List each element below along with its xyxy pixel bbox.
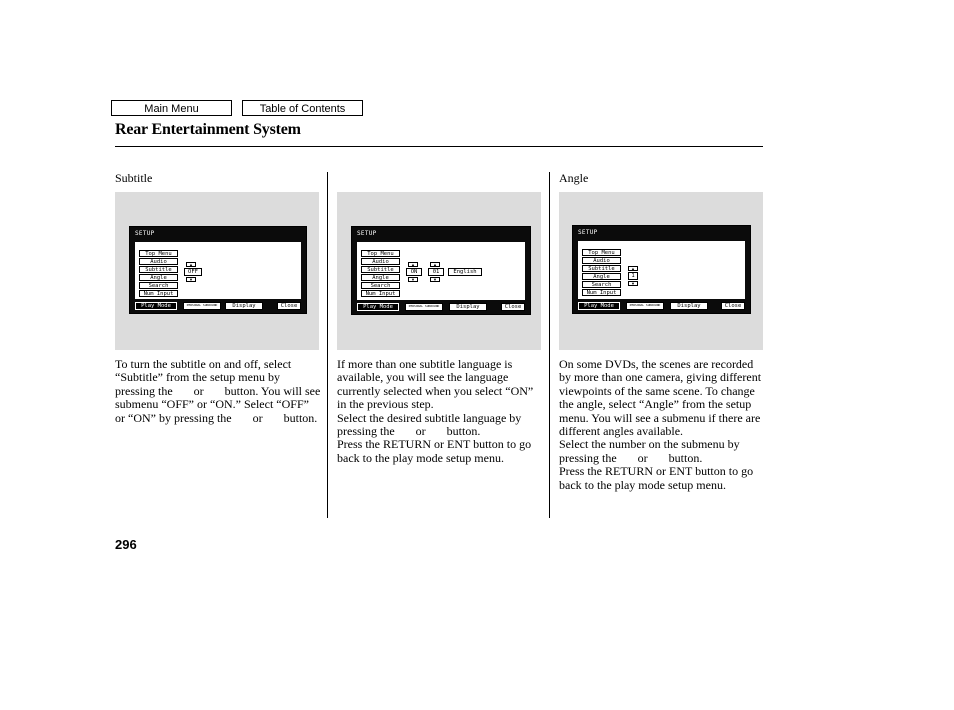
language-instructions	[337, 358, 541, 465]
arrow-up-icon: ▲	[408, 262, 418, 267]
arrow-down-icon: ▼	[186, 277, 196, 282]
main-menu-button[interactable]: Main Menu	[111, 100, 232, 116]
screen-footer	[578, 301, 745, 311]
arrow-down-icon: ▼	[628, 281, 638, 286]
play-mode-button: Play Mode	[578, 302, 620, 310]
angle-caption: Angle	[559, 171, 589, 185]
screen-body	[357, 242, 525, 300]
menu-item-top-menu: Top Menu	[139, 250, 178, 257]
menu-item-search: Search	[361, 282, 400, 289]
paragraph: Press the RETURN or ENT button to go back to the play mode setup menu.	[337, 437, 532, 465]
paragraph: If more than one subtitle language is available, you will see the language currently selected when you select “ON” in the previous step.	[337, 357, 534, 412]
personal-surround-button: PERSONAL SURROUND	[626, 302, 664, 310]
personal-surround-button: PERSONAL SURROUND	[183, 302, 221, 310]
angle-instructions	[559, 358, 763, 492]
screen-footer	[357, 302, 525, 312]
arrow-up-icon: ▲	[186, 262, 196, 267]
paragraph: Select the desired subtitle language by pressing the or button.	[337, 410, 522, 439]
subtitle-caption: Subtitle	[115, 171, 153, 185]
setup-screen	[351, 226, 531, 315]
setup-screen	[129, 226, 307, 314]
subtitle-value: OFF	[184, 268, 202, 276]
arrow-up-icon: ▲	[628, 266, 638, 271]
screen-panel	[337, 192, 541, 350]
menu-item-num-input: Num Input	[139, 290, 178, 297]
close-button: Close	[721, 302, 745, 310]
screen-panel	[559, 192, 763, 350]
play-mode-button: Play Mode	[357, 303, 399, 311]
personal-surround-button: PERSONAL SURROUND	[405, 303, 443, 311]
column-divider	[549, 172, 550, 518]
menu-item-angle: Angle	[361, 274, 400, 281]
display-button: Display	[449, 303, 487, 311]
display-button: Display	[225, 302, 263, 310]
page-title: Rear Entertainment System	[115, 121, 301, 138]
arrow-up-icon: ▲	[430, 262, 440, 267]
screen-body	[578, 241, 745, 299]
language-number: 01	[428, 268, 444, 276]
close-button: Close	[501, 303, 525, 311]
menu-item-angle: Angle	[582, 273, 621, 280]
arrow-down-icon: ▼	[408, 277, 418, 282]
column-divider	[327, 172, 328, 518]
paragraph: To turn the subtitle on and off, select “Subtitle” from the setup menu by pressing the or button. You will see submenu “OFF” or “ON.” Select “OFF” or “ON” by pressing the or button.	[115, 357, 321, 425]
menu-item-top-menu: Top Menu	[582, 249, 621, 256]
table-of-contents-button[interactable]: Table of Contents	[242, 100, 363, 116]
screen-footer	[135, 301, 301, 311]
subtitle-value: ON	[406, 268, 422, 276]
paragraph: Select the number on the submenu by pressing the or button.	[559, 437, 740, 465]
menu-item-audio: Audio	[582, 257, 621, 264]
menu-item-search: Search	[582, 281, 621, 288]
menu-item-subtitle: Subtitle	[139, 266, 178, 273]
menu-item-search: Search	[139, 282, 178, 289]
menu-item-subtitle: Subtitle	[361, 266, 400, 273]
paragraph: On some DVDs, the scenes are recorded by more than one camera, giving different viewpoints of the same scene. To change the angle, select “Angle” from the setup menu. You will see a submenu if there are different angles available.	[559, 357, 762, 439]
play-mode-button: Play Mode	[135, 302, 177, 310]
menu-item-num-input: Num Input	[361, 290, 400, 297]
title-divider	[115, 146, 763, 147]
angle-value: 1	[628, 272, 638, 280]
screen-body	[135, 242, 301, 299]
menu-item-num-input: Num Input	[582, 289, 621, 296]
paragraph: Press the RETURN or ENT button to go back to the play mode setup menu.	[559, 464, 754, 492]
page-number: 296	[115, 537, 137, 552]
screen-header: SETUP	[357, 230, 377, 237]
close-button: Close	[277, 302, 301, 310]
menu-item-audio: Audio	[361, 258, 400, 265]
menu-item-top-menu: Top Menu	[361, 250, 400, 257]
subtitle-instructions	[115, 358, 321, 425]
menu-item-subtitle: Subtitle	[582, 265, 621, 272]
display-button: Display	[670, 302, 708, 310]
screen-header: SETUP	[578, 229, 598, 236]
arrow-down-icon: ▼	[430, 277, 440, 282]
screen-panel	[115, 192, 319, 350]
setup-screen	[572, 225, 751, 314]
screen-header: SETUP	[135, 230, 155, 237]
menu-item-audio: Audio	[139, 258, 178, 265]
menu-item-angle: Angle	[139, 274, 178, 281]
language-name: English	[448, 268, 482, 276]
